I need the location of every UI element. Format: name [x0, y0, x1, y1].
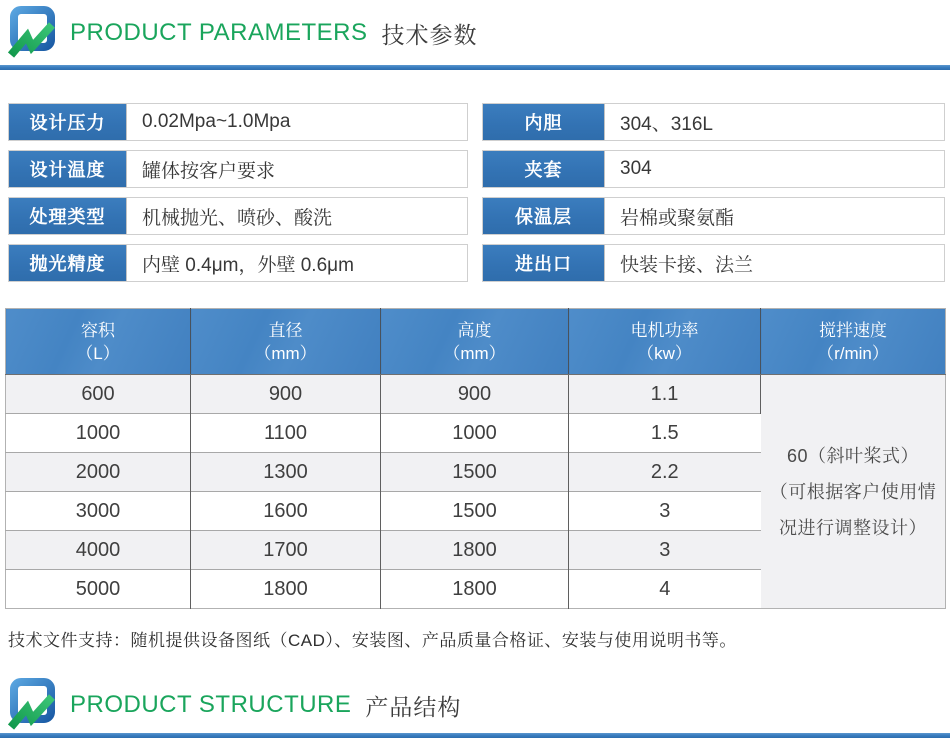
- param-label: 处理类型: [9, 198, 126, 234]
- param-label: 抛光精度: [9, 245, 126, 281]
- param-row-design-pressure: [8, 103, 468, 141]
- param-value: 罐体按客户要求: [126, 151, 467, 187]
- section-header-product-structure: [8, 678, 461, 732]
- cell-diameter: 1300: [191, 453, 381, 492]
- param-row-design-temperature: [8, 150, 468, 188]
- param-value: 内壁 0.4μm，外壁 0.6μm: [126, 245, 467, 281]
- section-title-zh: 产品结构: [365, 693, 462, 720]
- tech-support-note: 技术文件支持：随机提供设备图纸（CAD）、安装图、产品质量合格证、安装与使用说明书等。: [8, 631, 737, 650]
- param-row-insulation-layer: [482, 197, 945, 235]
- cell-motor-power: 4: [569, 570, 761, 609]
- section-title-zh: 技术参数: [381, 21, 478, 48]
- param-column-left: [8, 103, 468, 291]
- cell-height: 1000: [381, 414, 569, 453]
- param-label: 内胆: [483, 104, 604, 140]
- brand-logo-icon: [8, 678, 58, 732]
- section-title-en: PRODUCT STRUCTURE: [70, 691, 352, 718]
- param-label: 进出口: [483, 245, 604, 281]
- col-header-height: 高度 （mm）: [381, 309, 569, 375]
- cell-height: 1800: [381, 531, 569, 570]
- cell-height: 1500: [381, 453, 569, 492]
- col-header-diameter: 直径 （mm）: [191, 309, 381, 375]
- param-row-treatment-type: [8, 197, 468, 235]
- blue-divider-bottom: [0, 733, 950, 738]
- cell-motor-power: 2.2: [569, 453, 761, 492]
- param-value: 机械抛光、喷砂、酸洗: [126, 198, 467, 234]
- section-header-product-parameters: [8, 6, 477, 60]
- param-value: 0.02Mpa~1.0Mpa: [126, 104, 467, 140]
- param-row-inlet-outlet: [482, 244, 945, 282]
- cell-volume: 5000: [6, 570, 191, 609]
- cell-diameter: 900: [191, 375, 381, 414]
- cell-diameter: 1600: [191, 492, 381, 531]
- cell-volume: 1000: [6, 414, 191, 453]
- cell-volume: 3000: [6, 492, 191, 531]
- cell-volume: 2000: [6, 453, 191, 492]
- cell-volume: 600: [6, 375, 191, 414]
- param-row-jacket: [482, 150, 945, 188]
- param-row-polish-precision: [8, 244, 468, 282]
- param-label: 保温层: [483, 198, 604, 234]
- cell-volume: 4000: [6, 531, 191, 570]
- col-header-motor-power: 电机功率 （kw）: [569, 309, 761, 375]
- param-label: 设计温度: [9, 151, 126, 187]
- param-value: 304: [604, 151, 944, 187]
- cell-motor-power: 3: [569, 531, 761, 570]
- cell-height: 1500: [381, 492, 569, 531]
- col-header-stir-speed: 搅拌速度 （r/min）: [761, 309, 946, 375]
- brand-logo-icon: [8, 6, 58, 60]
- cell-diameter: 1100: [191, 414, 381, 453]
- cell-motor-power: 1.1: [569, 375, 761, 414]
- param-value: 304、316L: [604, 104, 944, 140]
- param-value: 快装卡接、法兰: [604, 245, 944, 281]
- cell-diameter: 1700: [191, 531, 381, 570]
- spec-table-header: [6, 309, 946, 375]
- cell-stir-speed-note: 60（斜叶桨式） （可根据客户使用情 况进行调整设计）: [761, 375, 946, 609]
- table-row: [6, 375, 946, 414]
- cell-height: 900: [381, 375, 569, 414]
- param-row-inner-liner: [482, 103, 945, 141]
- param-label: 夹套: [483, 151, 604, 187]
- param-label: 设计压力: [9, 104, 126, 140]
- cell-motor-power: 3: [569, 492, 761, 531]
- param-value: 岩棉或聚氨酯: [604, 198, 944, 234]
- section-title-en: PRODUCT PARAMETERS: [70, 19, 368, 46]
- param-column-right: [482, 103, 945, 291]
- cell-height: 1800: [381, 570, 569, 609]
- col-header-volume: 容积 （L）: [6, 309, 191, 375]
- cell-motor-power: 1.5: [569, 414, 761, 453]
- blue-divider-top: [0, 65, 950, 70]
- spec-table: [5, 308, 946, 609]
- cell-diameter: 1800: [191, 570, 381, 609]
